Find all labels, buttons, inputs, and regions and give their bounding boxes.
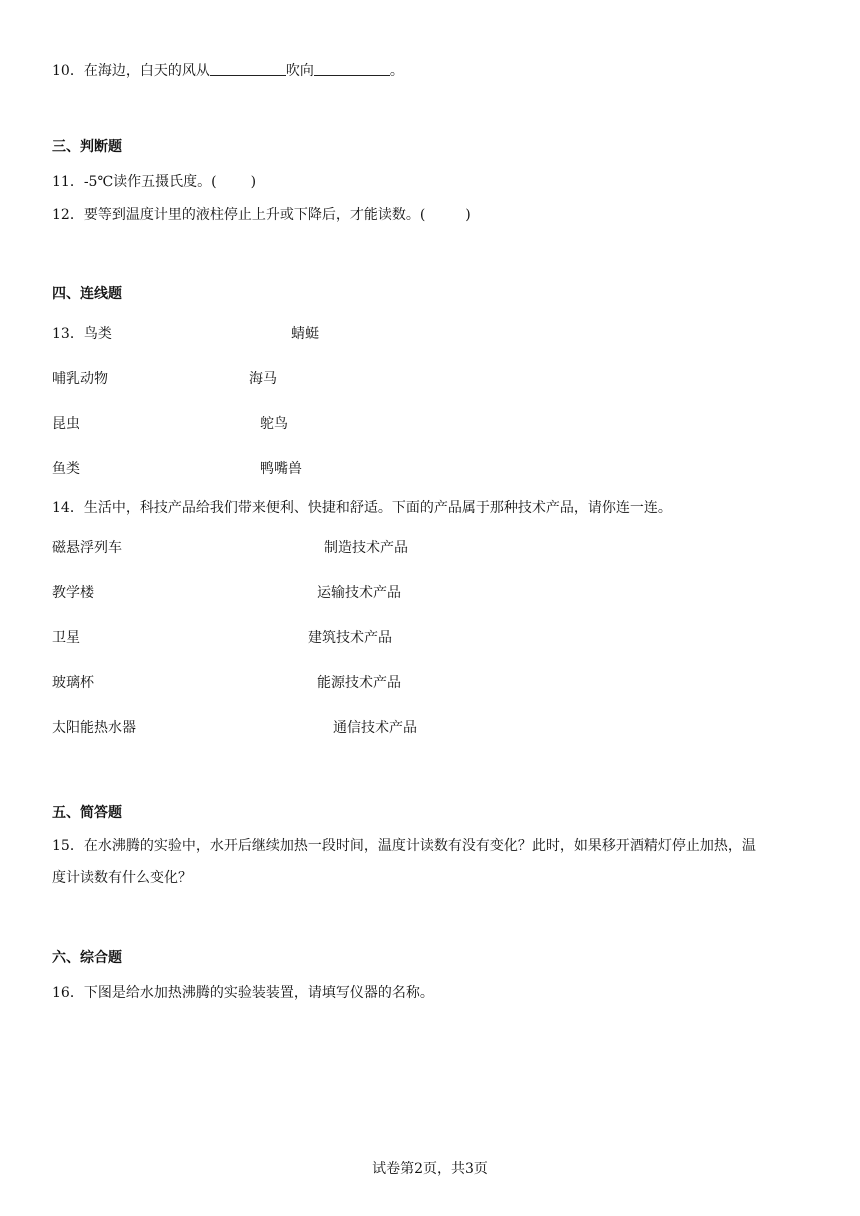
question-number: 15．	[52, 838, 84, 854]
question-13-left-item[interactable]: 昆虫	[52, 416, 80, 432]
question-number: 14．	[52, 500, 84, 516]
question-number: 12．	[52, 207, 84, 223]
question-14-right-item[interactable]: 建筑技术产品	[308, 630, 392, 646]
question-text: -5℃读作五摄氏度。(	[83, 174, 217, 190]
match-item: 鸟类	[83, 326, 112, 342]
question-14-right-item[interactable]: 制造技术产品	[324, 540, 408, 556]
section-title-comprehensive: 六、综合题	[52, 950, 122, 966]
section-title-short: 五、简答题	[52, 805, 122, 821]
question-10	[52, 63, 404, 78]
question-15-line2: 度计读数有什么变化？	[52, 870, 192, 886]
page-footer: 试卷第2页，共3页	[372, 1161, 488, 1177]
question-text: 吹向	[285, 63, 314, 79]
question-15-line1	[52, 839, 756, 853]
question-12	[52, 208, 471, 222]
answer-blank-1[interactable]	[210, 63, 286, 76]
question-number: 16．	[52, 985, 84, 1001]
question-14	[52, 501, 672, 515]
question-11	[52, 175, 256, 189]
question-14-left-item[interactable]: 太阳能热水器	[52, 720, 136, 736]
question-text: 。	[389, 63, 404, 79]
question-14-right-item[interactable]: 能源技术产品	[317, 675, 401, 691]
question-13-left-item[interactable]	[52, 327, 112, 341]
answer-blank-2[interactable]	[314, 63, 390, 76]
question-14-left-item[interactable]: 卫星	[52, 630, 80, 646]
question-14-left-item[interactable]: 磁悬浮列车	[52, 540, 122, 556]
question-13-right-item[interactable]: 海马	[249, 371, 277, 387]
question-text: 生活中，科技产品给我们带来便利、快捷和舒适。下面的产品属于那种技术产品，请你连一连。	[83, 500, 672, 516]
question-13-right-item[interactable]: 鸵鸟	[260, 416, 288, 432]
question-number: 11．	[52, 174, 84, 190]
question-13-left-item[interactable]: 鱼类	[52, 461, 80, 477]
question-14-left-item[interactable]: 玻璃杯	[52, 675, 94, 691]
question-14-right-item[interactable]: 运输技术产品	[317, 585, 401, 601]
question-14-right-item[interactable]: 通信技术产品	[333, 720, 417, 736]
paren-close: )	[250, 174, 257, 190]
section-title-match: 四、连线题	[52, 286, 122, 302]
question-text: 在海边，白天的风从	[83, 63, 210, 79]
question-number: 13．	[52, 326, 84, 342]
question-number: 10．	[52, 63, 84, 79]
question-13-right-item[interactable]: 蜻蜓	[291, 326, 319, 342]
question-16	[52, 986, 434, 1000]
paren-close: )	[465, 207, 471, 223]
question-text: 在水沸腾的实验中，水开后继续加热一段时间，温度计读数有没有变化？此时，如果移开酒精灯停止加热，温	[83, 838, 756, 854]
question-13-left-item[interactable]: 哺乳动物	[52, 371, 108, 387]
section-title-judge: 三、判断题	[52, 139, 122, 155]
question-13-right-item[interactable]: 鸭嘴兽	[260, 461, 302, 477]
question-14-left-item[interactable]: 教学楼	[52, 585, 94, 601]
question-text: 要等到温度计里的液柱停止上升或下降后，才能读数。(	[83, 207, 426, 223]
question-text: 下图是给水加热沸腾的实验装装置，请填写仪器的名称。	[83, 985, 434, 1001]
